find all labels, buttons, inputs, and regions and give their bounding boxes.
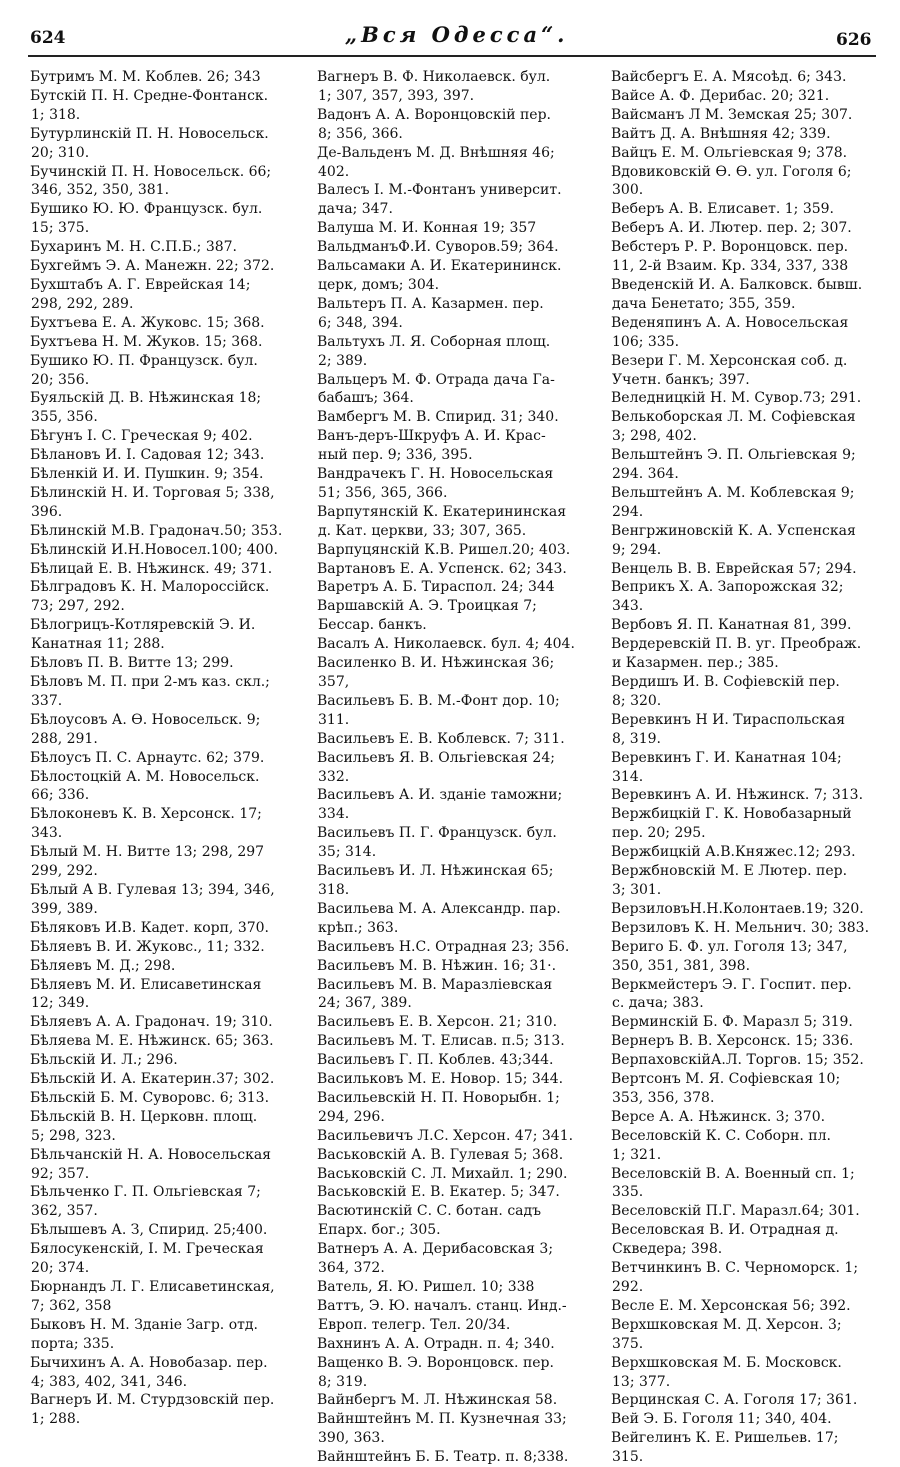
directory-entry: Бѣляевъ А. А. Градонач. 19; 310. <box>30 1014 273 1031</box>
directory-entry: Бѣляевъ В. И. Жуковс., 11; 332. <box>30 938 265 955</box>
directory-entry: Валуша М. И. Конная 19; 357 <box>317 220 537 237</box>
directory-entry: Вахнинъ А. А. Отрадн. п. 4; 340. <box>317 1335 555 1352</box>
directory-entry: Вердишъ И. В. Софіевскій пер. 8; 320. <box>611 674 840 709</box>
directory-entry: Венцель В. В. Еврейская 57; 294. <box>611 560 857 577</box>
directory-entry: Васютинскій С. С. ботан. садъ Епарх. бог.; 305. <box>317 1203 542 1239</box>
directory-entry: Ваттъ, Э. Ю. началъ. станц. Инд.- Европ. телегр. Тел. 20/34. <box>317 1297 567 1333</box>
directory-entry: Васильевъ И. Л. Нѣжинская 65; 318. <box>317 863 554 898</box>
directory-entry: Васильевъ Б. В. М.-Фонт дор. 10; 311. <box>317 692 560 728</box>
directory-entry: Васильевъ М. В. Маразліевская 24; 367, 389. <box>317 976 553 1012</box>
directory-entry: Веденяпинъ А. А. Новосельская 106; 335. <box>611 314 849 350</box>
directory-entry: Бѣлицай Е. В. Нѣжинск. 49; 371. <box>30 560 273 577</box>
directory-entry: Васильевъ А. И. зданіе таможни; 334. <box>317 787 563 823</box>
directory-entry: Верминскій Б. Ф. Маразл 5; 319. <box>611 1014 853 1031</box>
directory-entry: Веревкинъ А. И. Нѣжинск. 7; 313. <box>611 787 864 804</box>
directory-entry: Веревкинъ Н И. Тираспольская 8, 319. <box>611 711 846 747</box>
directory-entry: Вайнштейнъ М. П. Кузнечная 33; 390, 363. <box>317 1411 567 1447</box>
directory-entry: Венгржиновскій К. А. Успенская 9; 294. <box>611 522 856 558</box>
directory-entry: Вержбицкій А.В.Княжес.12; 293. <box>611 844 856 861</box>
directory-entry: Бухтъева Е. А. Жуковс. 15; 368. <box>30 314 265 331</box>
directory-entry: Бухаринъ М. Н. С.П.Б.; 387. <box>30 239 237 256</box>
directory-entry: Ветчинкинъ В. С. Черноморск. 1; 292. <box>611 1260 859 1295</box>
directory-entry: Бухгеймъ Э. А. Манежн. 22; 372. <box>30 258 275 275</box>
directory-entry: Бѣльскій И. Л.; 296. <box>30 1052 178 1069</box>
directory-entry: Версе А. А. Нѣжинск. 3; 370. <box>611 1108 826 1125</box>
directory-entry: Васьковскій С. Л. Михайл. 1; 290. <box>317 1165 568 1182</box>
directory-entry: Везери Г. М. Херсонская соб. д. Учетн. банкъ; 397. <box>611 352 848 388</box>
directory-entry: Веприкъ Х. А. Запорожская 32; 343. <box>611 579 844 615</box>
directory-entry: Бѣловъ П. В. Витте 13; 299. <box>30 655 234 672</box>
directory-entry: Вамбергъ М. В. Спирид. 31; 340. <box>317 409 559 426</box>
directory-entry: Бѣльчанскій Н. А. Новосельская 92; 357. <box>30 1146 272 1182</box>
directory-entry: Бѣльскій И. А. Екатерин.37; 302. <box>30 1071 275 1088</box>
directory-entry: Вагнеръ В. Ф. Николаевск. бул. 1; 307, 357, 393, 397. <box>317 69 551 104</box>
directory-entry: Бѣлинскій Н. И. Торговая 5; 338, 396. <box>30 484 275 520</box>
directory-entry: Вербовъ Я. П. Канатная 81, 399. <box>611 617 852 634</box>
directory-entry: Варпутянскій К. Екатерининская д. Кат. церкви, 33; 307, 365. <box>317 503 567 539</box>
directory-entry: Вельштейнъ Э. П. Ольгіевская 9; 294. 364. <box>611 447 856 483</box>
directory-entry: Бѣльченко Г. П. Ольгіевская 7; 362, 357. <box>30 1184 261 1220</box>
directory-entry: Вайсбергъ Е. А. Мясоѣд. 6; 343. <box>611 69 847 85</box>
directory-entry: Веселовскій К. С. Соборн. пл. 1; 321. <box>611 1127 831 1163</box>
directory-entry: Бушико Ю. Ю. Французск. бул. 15; 375. <box>30 201 263 237</box>
directory-entry: Вальсамаки А. И. Екатерининск. церк, домъ; 304. <box>317 258 562 293</box>
directory-entry: Вальцеръ М. Ф. Отрада дача Га- бабашъ; 364. <box>317 371 555 407</box>
directory-entry: Васильевъ Н.С. Отрадная 23; 356. <box>317 938 570 955</box>
directory-entry: ВерпаховскійА.Л. Торгов. 15; 352. <box>611 1052 864 1069</box>
directory-entry: Вадонъ А. А. Воронцовскій пер. 8; 356, 366. <box>317 106 552 142</box>
directory-entry: Ватель, Я. Ю. Ришел. 10; 338 <box>317 1279 535 1295</box>
directory-entry: Бѣлинскій М.В. Градонач.50; 353. <box>30 522 283 539</box>
directory-entry: Вальтеръ П. А. Казармен. пер. 6; 348, 394. <box>317 295 544 331</box>
running-title: „Вся Одесса“. <box>345 22 569 47</box>
directory-entry: Вертсонъ М. Я. Софіевская 10; 353, 356, 378. <box>611 1071 841 1106</box>
directory-entry: Бѣлградовъ К. Н. Малороссійск. 73; 297, 292. <box>30 579 270 615</box>
directory-entry: Бѣляевъ М. Д.; 298. <box>30 957 176 974</box>
left-page-number: 624 <box>30 28 66 48</box>
directory-entry: Бѣлинскій И.Н.Новосел.100; 400. <box>30 541 278 558</box>
directory-entry: Бѣгунъ І. С. Греческая 9; 402. <box>30 428 253 445</box>
directory-entry: Вейгелинъ К. Е. Ришельев. 17; 315. <box>611 1430 839 1466</box>
directory-entry: Васильева М. А. Александр. пар. крѣп.; 363. <box>317 900 561 936</box>
directory-entry: Бѣленкій И. И. Пушкин. 9; 354. <box>30 466 264 483</box>
directory-entry: Вайтъ Д. А. Внѣшняя 42; 339. <box>611 125 831 142</box>
directory-entry: Велькоборская Л. М. Софіевская 3; 298, 402. <box>611 409 856 445</box>
directory-entry: Вей Э. Б. Гоголя 11; 340, 404. <box>611 1411 832 1428</box>
directory-entry: Вебстеръ Р. Р. Воронцовск. пер. 11, 2-й Взаим. Кр. 334, 337, 338 <box>611 239 849 275</box>
directory-entry: Бутскій П. Н. Средне-Фонтанск. 1; 318. <box>30 87 269 123</box>
directory-entry: Бѣлостоцкій А. М. Новосельск. 66; 336. <box>30 768 260 804</box>
directory-entry: Вержбицкій Г. К. Новобазарный пер. 20; 295. <box>611 806 852 842</box>
directory-entry: Веберъ А. И. Лютер. пер. 2; 307. <box>611 220 852 237</box>
directory-entry: Бѣлановъ И. І. Садовая 12; 343. <box>30 447 265 464</box>
directory-entry: Васильевскій Н. П. Новорыбн. 1; 294, 296. <box>317 1089 560 1125</box>
directory-entry: Вайнбергъ М. Л. Нѣжинская 58. <box>317 1392 558 1409</box>
directory-entry: Ванъ-деръ-Шкруфъ А. И. Крас- ный пер. 9; 336, 395. <box>317 428 546 464</box>
directory-entry: Веберъ А. В. Елисавет. 1; 359. <box>611 201 834 218</box>
directory-entry: Бутурлинскій П. Н. Новосельск. 20; 310. <box>30 125 269 161</box>
directory-entry: Васильевъ П. Г. Французск. бул. 35; 314. <box>317 825 557 861</box>
directory-column-2 <box>318 68 588 1467</box>
directory-entry: Бухштабъ А. Г. Еврейская 14; 298, 292, 289. <box>30 276 251 312</box>
directory-entry: Буяльскій Д. В. Нѣжинская 18; 355, 356. <box>30 390 262 426</box>
directory-entry: Вайсманъ Л М. Земская 25; 307. <box>611 106 853 123</box>
directory-entry: Введенскій И. А. Балковск. бывш. дача Бенетато; 355, 359. <box>611 276 863 312</box>
directory-entry: Васильевъ М. Т. Елисав. п.5; 313. <box>317 1033 565 1050</box>
directory-entry: Васильевъ Е. В. Коблевск. 7; 311. <box>317 730 565 747</box>
directory-entry: ВальдманъФ.И. Суворов.59; 364. <box>317 239 559 256</box>
directory-entry: Варпуцянскій К.В. Ришел.20; 403. <box>317 541 571 558</box>
directory-entry: Варшавскій А. Э. Троицкая 7; Бессар. банкъ. <box>317 598 537 634</box>
directory-entry: Бялосукенскій, І. М. Греческая 20; 374. <box>30 1241 264 1277</box>
directory-entry: Васильевъ Г. П. Коблев. 43;344. <box>317 1052 554 1069</box>
directory-entry: Бѣляевъ М. И. Елисаветинская 12; 349. <box>30 976 262 1012</box>
directory-entry: Верзиловъ К. Н. Мельнич. 30; 383. <box>611 919 870 936</box>
directory-entry: Бушико Ю. П. Французск. бул. 20; 356. <box>30 352 258 388</box>
directory-entry: Бѣлый М. Н. Витте 13; 298, 297 299, 292. <box>30 844 265 880</box>
directory-entry: Ващенко В. Э. Воронцовск. пер. 8; 319. <box>317 1354 554 1390</box>
directory-entry: Бѣлоусъ П. С. Арнаутс. 62; 379. <box>30 749 265 766</box>
directory-entry: Васильевъ Я. В. Ольгіевская 24; 332. <box>317 749 555 785</box>
directory-entry: Васильевичъ Л.С. Херсон. 47; 341. <box>317 1127 574 1144</box>
directory-column-1 <box>31 68 301 1429</box>
directory-entry: Веркмейстеръ Э. Г. Госпит. пер. с. дача; 383. <box>611 976 852 1012</box>
directory-entry: Вериго Б. Ф. ул. Гоголя 13; 347, 350, 351, 381, 398. <box>611 938 848 974</box>
directory-entry: Бѣлый А В. Гулевая 13; 394, 346, 399, 389. <box>30 881 275 917</box>
directory-entry: Вандрачекъ Г. Н. Новосельская 51; 356, 365, 366. <box>317 466 554 501</box>
directory-entry: Веселовскій П.Г. Маразл.64; 301. <box>611 1203 860 1220</box>
directory-entry: Вдовиковскій Ѳ. Ѳ. ул. Гоголя 6; 300. <box>611 163 852 199</box>
right-page-number: 626 <box>836 30 872 50</box>
directory-entry: Веледницкій Н. М. Сувор.73; 291. <box>611 390 862 407</box>
directory-entry: Бюрнандъ Л. Г. Елисаветинская, 7; 362, 358 <box>30 1279 275 1314</box>
directory-entry: Варетръ А. Б. Тираспол. 24; 344 <box>317 579 555 596</box>
directory-entry: Бѣльскій Б. М. Суворовс. 6; 313. <box>30 1089 270 1106</box>
directory-entry: Васьковскій А. В. Гулевая 5; 368. <box>317 1146 564 1163</box>
directory-entry: Бѣлогрицъ-Котляревскій Э. И. Канатная 11; 288. <box>30 617 256 653</box>
directory-entry: Васалъ А. Николаевск. бул. 4; 404. <box>317 636 575 653</box>
directory-entry: Васильевъ М. В. Нѣжин. 16; 31·. <box>317 957 557 974</box>
directory-entry: Васильевъ Е. В. Херсон. 21; 310. <box>317 1014 558 1031</box>
directory-entry: Де-Вальденъ М. Д. Внѣшняя 46; 402. <box>317 144 555 180</box>
page-header <box>0 22 900 54</box>
directory-entry: Валесъ І. М.-Фонтанъ университ. дача; 347. <box>317 182 562 218</box>
directory-entry: Ватнеръ А. А. Дерибасовская 3; 364, 372. <box>317 1241 554 1277</box>
directory-entry: Веревкинъ Г. И. Канатная 104; 314. <box>611 749 842 785</box>
directory-entry: Бѣлоконевъ К. В. Херсонск. 17; 343. <box>30 806 262 842</box>
directory-entry: Вердеревскій П. В. уг. Преображ. и Казармен. пер.; 385. <box>611 636 862 672</box>
header-rule <box>28 55 876 57</box>
directory-entry: ВерзиловъН.Н.Колонтаев.19; 320. <box>611 900 864 917</box>
directory-entry: Бучинскій П. Н. Новосельск. 66; 346, 352, 350, 381. <box>30 163 272 199</box>
directory-entry: Вержбновскій М. Е Лютер. пер. 3; 301. <box>611 863 848 898</box>
directory-entry: Бычихинъ А. А. Новобазар. пер. 4; 383, 402, 341, 346. <box>30 1354 268 1390</box>
directory-entry: Бѣловъ М. П. при 2-мъ каз. скл.; 337. <box>30 674 270 709</box>
directory-entry: Бутримъ М. М. Коблев. 26; 343 <box>30 69 261 85</box>
directory-entry: Вернеръ В. В. Херсонск. 15; 336. <box>611 1033 854 1050</box>
directory-entry: Бухтъева Н. М. Жуков. 15; 368. <box>30 333 263 350</box>
directory-entry: Веселовскій В. А. Военный сп. 1; 335. <box>611 1165 855 1201</box>
directory-entry: Вельштейнъ А. М. Коблевская 9; 294. <box>611 484 855 520</box>
directory-entry: Быковъ Н. М. Зданіе Загр. отд. порта; 335. <box>30 1316 258 1352</box>
directory-entry: Бѣлышевъ А. З, Спирид. 25;400. <box>30 1222 268 1239</box>
directory-entry: Бѣльскій В. Н. Церковн. площ. 5; 298, 323. <box>30 1108 258 1144</box>
directory-entry: Васильковъ М. Е. Новор. 15; 344. <box>317 1071 564 1088</box>
directory-entry: Вайсе А. Ф. Дерибас. 20; 321. <box>611 87 830 104</box>
directory-entry: Весле Е. М. Херсонская 56; 392. <box>611 1297 851 1314</box>
directory-entry: Вальтухъ Л. Я. Соборная площ. 2; 389. <box>317 333 551 369</box>
directory-entry: Васьковскій Е. В. Екатер. 5; 347. <box>317 1184 560 1201</box>
directory-entry: Веселовская В. И. Отрадная д. Скведера; 398. <box>611 1222 839 1258</box>
directory-column-3 <box>612 68 880 1467</box>
directory-entry: Верцинская С. А. Гоголя 17; 361. <box>611 1392 858 1409</box>
directory-entry: Вайцъ Е. М. Ольгіевская 9; 378. <box>611 144 848 161</box>
directory-entry: Верхшковская М. Д. Херсон. 3; 375. <box>611 1316 842 1352</box>
directory-entry: Бѣляева М. Е. Нѣжинск. 65; 363. <box>30 1033 274 1050</box>
directory-entry: Верхшковская М. Б. Московск. 13; 377. <box>611 1354 842 1390</box>
directory-entry: Бѣлоусовъ А. Ѳ. Новосельск. 9; 288, 291. <box>30 711 261 747</box>
directory-entry: Вагнеръ И. М. Стурдзовскій пер. 1; 288. <box>30 1392 275 1428</box>
directory-entry: Василенко В. И. Нѣжинская 36; 357, <box>317 655 555 690</box>
directory-entry: Бѣляковъ И.В. Кадет. корп, 370. <box>30 919 269 936</box>
directory-entry: Вартановъ Е. А. Успенск. 62; 343. <box>317 560 567 577</box>
directory-entry: Вайнштейнъ Б. Б. Театр. п. 8;338. <box>317 1449 569 1466</box>
